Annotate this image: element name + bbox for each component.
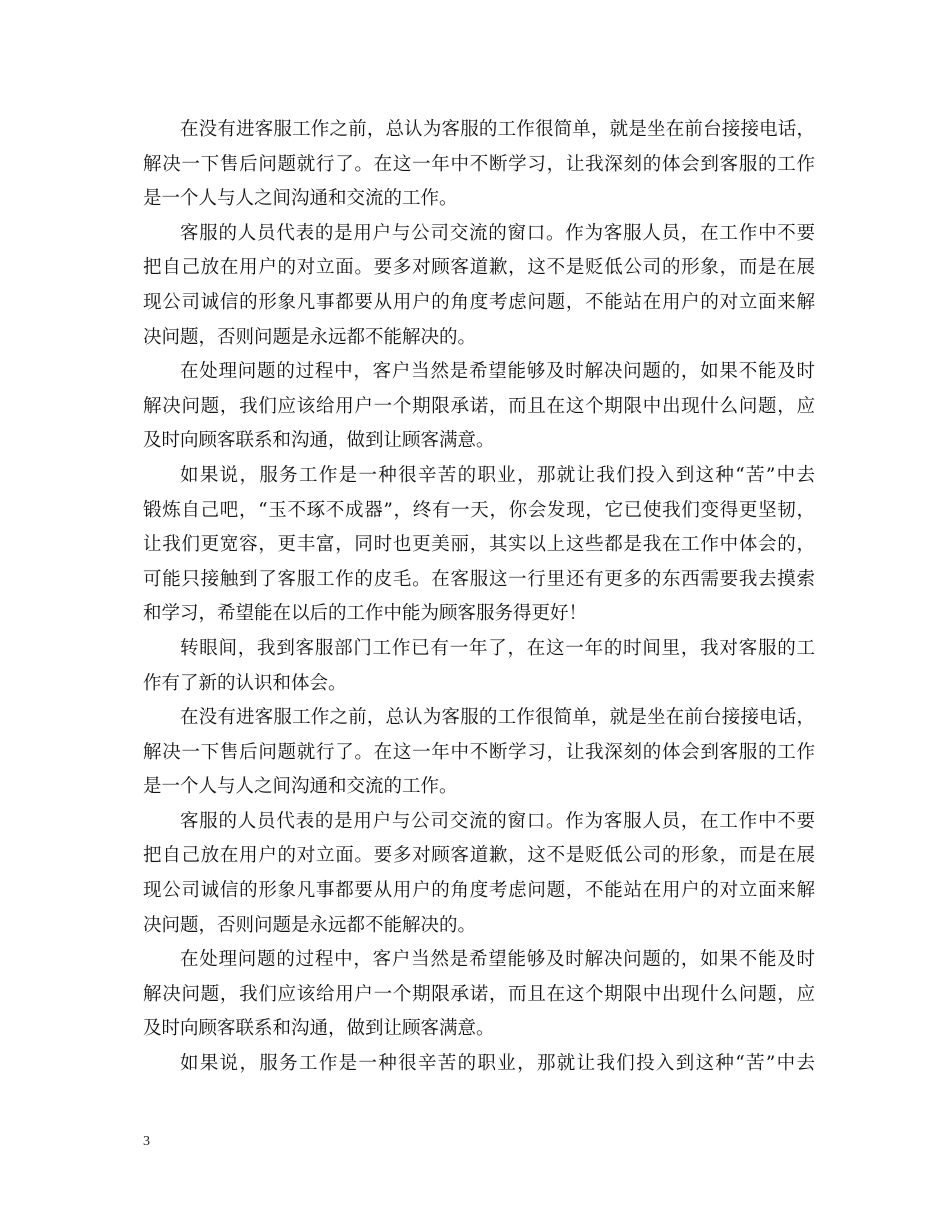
text-line: 解决一下售后问题就行了。在这一年中不断学习，让我深刻的体会到客服的工作 [143, 153, 815, 175]
text-line: 及时向顾客联系和沟通，做到让顾客满意。 [143, 1018, 495, 1040]
text-line: 锻炼自己吧，“玉不琢不成器”，终有一天，你会发现，它已使我们变得更坚韧， [143, 499, 815, 521]
text-line: 在没有进客服工作之前，总认为客服的工作很简单，就是坐在前台接接电话， [180, 707, 815, 729]
text-line: 让我们更宽容，更丰富，同时也更美丽，其实以上这些都是我在工作中体会的， [143, 534, 815, 556]
document-body [143, 113, 815, 1082]
text-line: 作有了新的认识和体会。 [143, 672, 347, 694]
text-line: 客服的人员代表的是用户与公司交流的窗口。作为客服人员，在工作中不要 [180, 222, 815, 244]
text-line: 是一个人与人之间沟通和交流的工作。 [143, 188, 458, 210]
text-line: 客服的人员代表的是用户与公司交流的窗口。作为客服人员，在工作中不要 [180, 810, 815, 832]
text-line: 决问题，否则问题是永远都不能解决的。 [143, 326, 477, 348]
text-line: 在没有进客服工作之前，总认为客服的工作很简单，就是坐在前台接接电话， [180, 119, 815, 140]
text-line: 在处理问题的过程中，客户当然是希望能够及时解决问题的，如果不能及时 [180, 949, 815, 971]
text-line: 解决一下售后问题就行了。在这一年中不断学习，让我深刻的体会到客服的工作 [143, 741, 815, 763]
text-line: 决问题，否则问题是永远都不能解决的。 [143, 914, 477, 936]
text-line: 解决问题，我们应该给用户一个期限承诺，而且在这个期限中出现什么问题，应 [143, 395, 815, 417]
text-line: 是一个人与人之间沟通和交流的工作。 [143, 776, 458, 798]
text-line: 解决问题，我们应该给用户一个期限承诺，而且在这个期限中出现什么问题，应 [143, 983, 815, 1005]
text-line: 把自己放在用户的对立面。要多对顾客道歉，这不是贬低公司的形象，而是在展 [143, 257, 815, 279]
text-line: 转眼间，我到客服部门工作已有一年了，在这一年的时间里，我对客服的工 [180, 637, 815, 659]
text-line: 如果说，服务工作是一种很辛苦的职业，那就让我们投入到这种“苦”中去 [180, 464, 815, 486]
text-line: 在处理问题的过程中，客户当然是希望能够及时解决问题的，如果不能及时 [180, 361, 815, 383]
text-line: 及时向顾客联系和沟通，做到让顾客满意。 [143, 430, 495, 452]
text-line: 现公司诚信的形象凡事都要从用户的角度考虑问题，不能站在用户的对立面来解 [143, 880, 815, 902]
text-line: 如果说，服务工作是一种很辛苦的职业，那就让我们投入到这种“苦”中去 [180, 1053, 815, 1075]
text-line: 和学习，希望能在以后的工作中能为顾客服务得更好！ [143, 603, 588, 625]
text-line: 现公司诚信的形象凡事都要从用户的角度考虑问题，不能站在用户的对立面来解 [143, 291, 815, 313]
text-line: 把自己放在用户的对立面。要多对顾客道歉，这不是贬低公司的形象，而是在展 [143, 845, 815, 867]
page-number: 3 [143, 1134, 150, 1149]
text-line: 可能只接触到了客服工作的皮毛。在客服这一行里还有更多的东西需要我去摸索 [143, 568, 815, 590]
